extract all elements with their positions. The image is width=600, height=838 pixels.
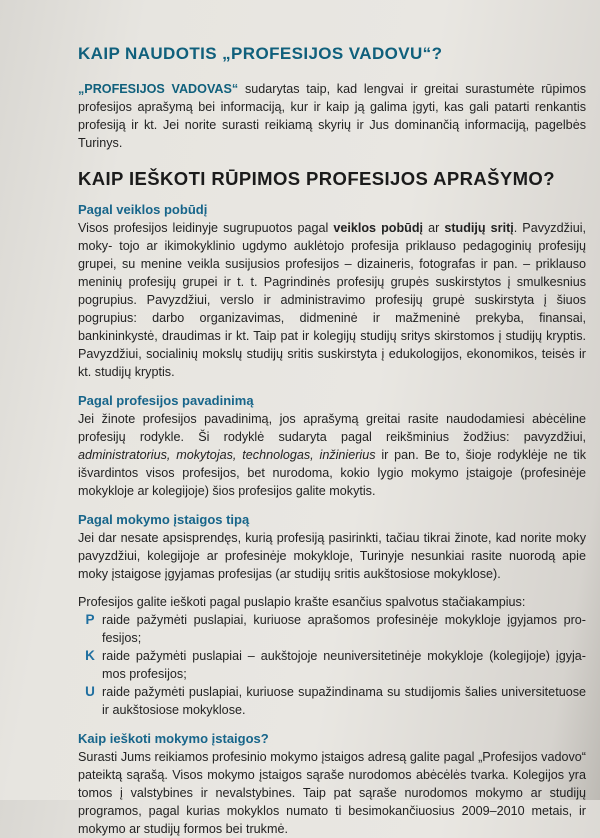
page-title: KAIP NAUDOTIS „PROFESIJOS VADOVU“? xyxy=(78,44,443,63)
text-segment: veiklos pobūdį xyxy=(333,221,424,235)
text-segment: norite surasti reikiamą skyrių ir Jus dominančią informaciją, pagelbės Turinys. xyxy=(78,118,586,150)
intro-paragraph xyxy=(78,80,586,152)
subheading-find-institution: Kaip ieškoti mokymo įstaigos? xyxy=(78,731,269,746)
legend-letter-p: P xyxy=(85,612,95,627)
text-segment: ar xyxy=(423,221,445,235)
legend-item xyxy=(78,683,586,719)
text-segment: grupei ir t. t. Pagrindinės profesijų grupės suskirstytos į smulkesnius pogrupius. Pavyzdžiui, xyxy=(78,275,587,307)
text-segment: galite mokytis. xyxy=(295,484,376,498)
text-segment: Visos profesijos leidinyje sugrupuotos pagal xyxy=(78,221,334,235)
legend-text-line: mos profesijos; xyxy=(102,667,187,681)
text-segment: menine veikla susijusios profesijos – dizaineris, fotografas ir pan. – priklauso meninių profesijų xyxy=(78,257,586,289)
text-segment: nurodoma, kokio lygio mokymo įstaigoje (profesinėje mokykloje ar kolegijoje) šios profesijos xyxy=(78,466,586,498)
legend-text-line: raide pažymėti puslapiai, kuriuose supažindinama su studijomis šalies universitetuose ir xyxy=(102,685,586,717)
book-page xyxy=(78,44,586,838)
legend-text xyxy=(102,683,586,719)
text-segment: įstaigose įgyjamas profesijas (ar studijų sritis aukštosiose mokyklose). xyxy=(111,567,501,581)
paragraph-institution-type xyxy=(78,529,586,583)
text-segment: Jei dar nesate apsisprendęs, kurią profesiją pasirinkti, tačiau tikrai žinote, kad norite moky xyxy=(78,531,586,545)
text-segment: administratorius, mokytojas, xyxy=(78,448,237,462)
legend-text-line: fesijos; xyxy=(102,631,142,645)
legend-item xyxy=(78,611,586,647)
text-segment: studijų sritį xyxy=(444,221,514,235)
subheading-name: Pagal profesijos pavadinimą xyxy=(78,393,254,408)
legend-text-line: raide pažymėti puslapiai, kuriuose aprašomos profesinėje mokykloje įgyjamos pro- xyxy=(102,613,586,627)
text-segment: ti besimokančiuosius 2009–2010 metais, ir mokymo ar studijų formos bei trukmė. xyxy=(78,804,586,836)
text-segment: aprašymą bei informaciją, kur ir kaip ją galima įgyti, kas gali patarti renkantis profesiją ir kt. Jei xyxy=(78,100,587,132)
text-segment: edukologijos, ekonomikos, teisės ir kt. studijų kryptis. xyxy=(78,347,587,379)
legend-letter-u: U xyxy=(85,684,95,699)
letter-legend xyxy=(78,611,586,719)
subheading-activity: Pagal veiklos pobūdį xyxy=(78,202,208,217)
text-segment: tomos į valstybines ir nevalstybines. xyxy=(78,786,296,800)
text-segment: didmeninė ir mažmeninė prekyba, finansai, bankininkystė, draudimas ir kt. Taip pat ir kolegijų xyxy=(78,311,587,343)
text-segment: rodykle. Ši rodyklė sudaryta pagal reikšminius žodžius: pavyzdžiui, xyxy=(139,430,587,444)
text-segment: pavyzdžiui, kolegijoje ar profesinėje mokykloje, Turinyje nesunkiai rasite nuorodą apie moky xyxy=(78,549,586,581)
text-segment: sudarytas taip, kad lengvai ir greitai surastumėte rūpimos profesijos xyxy=(78,82,586,114)
legend-text-line: raide pažymėti puslapiai – aukštojoje neuniversitetinėje mokykloje (kolegijoje) įgyja- xyxy=(102,649,586,663)
text-segment: Jei žinote profesijos pavadinimą, jos aprašymą greitai rasite naudodamiesi abėcėline profesijų xyxy=(78,412,586,444)
text-segment: Surasti Jums reikiamos profesinio mokymo įstaigos adresą galite pagal „Profesijos vadovo“ xyxy=(78,750,586,764)
section-heading: KAIP IEŠKOTI RŪPIMOS PROFESIJOS APRAŠYMO? xyxy=(78,168,555,189)
text-segment: tojo ar ikimokyklinio ugdymo auklėtojo profesija priklauso pedagoginių profesijų grupei, su xyxy=(78,239,586,271)
legend-text-line: aukštosiose mokyklose. xyxy=(112,703,246,717)
paragraph-find-institution xyxy=(78,748,586,838)
legend-item xyxy=(78,647,586,683)
legend-text xyxy=(102,647,586,683)
text-segment: „PROFESIJOS VADOVAS“ xyxy=(78,82,239,96)
text-segment: pateiktą sąrašą. Visos mokymo įstaigos sąraše nurodomos abėcėlės tvarka. Kolegijos yra xyxy=(78,768,586,782)
colored-rectangles-intro: Profesijos galite ieškoti pagal puslapio krašte esančius spalvotus stačiakampius: xyxy=(78,595,526,609)
legend-text xyxy=(102,611,586,647)
text-segment: . Pavyzdžiui, moky- xyxy=(78,221,587,253)
text-segment: verslo ir administravimo profesijų grupė suskirstyta į šiuos pogrupius: darbo organizavimas, xyxy=(78,293,586,325)
paragraph-name xyxy=(78,410,586,500)
subheading-institution-type: Pagal mokymo įstaigos tipą xyxy=(78,512,250,527)
text-segment: technologas, inžinierius xyxy=(242,448,376,462)
paragraph-activity xyxy=(78,219,586,381)
legend-letter-k: K xyxy=(85,648,95,663)
text-segment: ir pan. Be to, šioje rodyklėje ne tik išvardintos visos profesijos, bet xyxy=(78,448,587,480)
text-segment: Taip pat sąraše nurodomos mokymo ar studijų programos, pagal kurias mokyklos numato xyxy=(78,786,587,818)
text-segment: studijų sritys skirstomos į studijų kryptis. Pavyzdžiui, socialinių mokslų studijų sritis suskirstyta į xyxy=(78,329,587,361)
